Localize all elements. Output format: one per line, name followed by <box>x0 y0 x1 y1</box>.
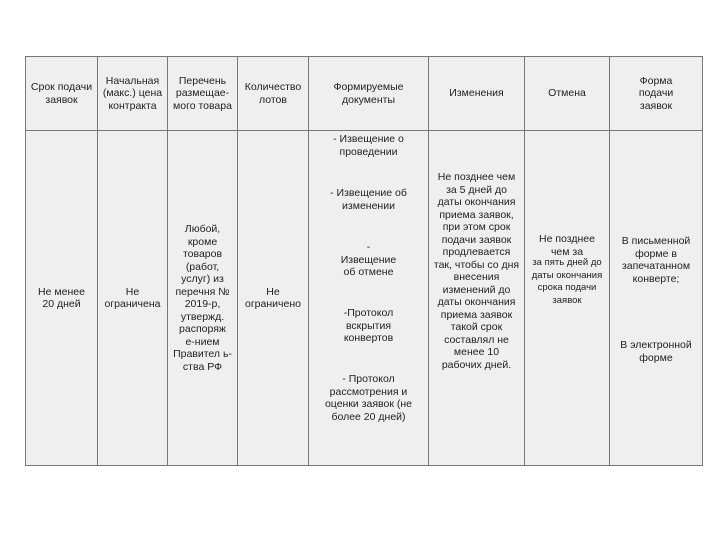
changes-cell <box>429 131 524 465</box>
changes-value: Не позднее чем за 5 дней до даты окончания приема заявок, при этом срок подачи заявок продлевается так, чтобы со дня внесения изменений до даты окончания приема заявок такой срок составлял не менее 10 рабочих дней. <box>433 171 520 371</box>
form-paper: В письменной форме в запечатанном конверте; <box>621 235 691 285</box>
header-goods: Перечень размещае-мого товара <box>173 74 232 112</box>
form-cell <box>610 131 702 465</box>
goods-value: Любой, кроме товаров (работ, услуг) из перечня № 2019-р, утвержд. распоряж е-нием Правител ь-ства РФ <box>173 223 232 373</box>
header-deadline: Срок подачи заявок <box>30 81 93 106</box>
document-item: - Извещение об отмене <box>340 241 397 278</box>
header-cancel: Отмена <box>548 87 586 100</box>
header-lots: Количество лотов <box>244 81 302 106</box>
cancel-value: за пять дней до даты окончания срока подачи заявок <box>531 257 603 306</box>
header-documents: Формируемые документы <box>333 81 404 106</box>
cancel-value-bold: Не позднее чем за <box>539 233 595 258</box>
document-item: -Протокол вскрытия конвертов <box>343 307 394 344</box>
cancel-cell <box>525 131 609 465</box>
lots-value: Не ограничено <box>245 285 301 310</box>
procurement-table <box>25 56 703 466</box>
header-changes: Изменения <box>449 87 504 100</box>
form-electronic: В электронной форме <box>620 339 692 364</box>
price-value: Не ограничена <box>104 285 161 310</box>
header-price: Начальная (макс.) цена контракта <box>102 74 163 112</box>
header-form: Форма подачи заявок <box>638 74 674 112</box>
document-item: - Извещение об изменении <box>330 187 407 212</box>
documents-cell <box>309 131 428 465</box>
document-item: - Извещение о проведении <box>333 133 404 158</box>
deadline-value: Не менее 20 дней <box>38 285 85 310</box>
document-item: - Протокол рассмотрения и оценки заявок (не более 20 дней) <box>324 373 413 423</box>
